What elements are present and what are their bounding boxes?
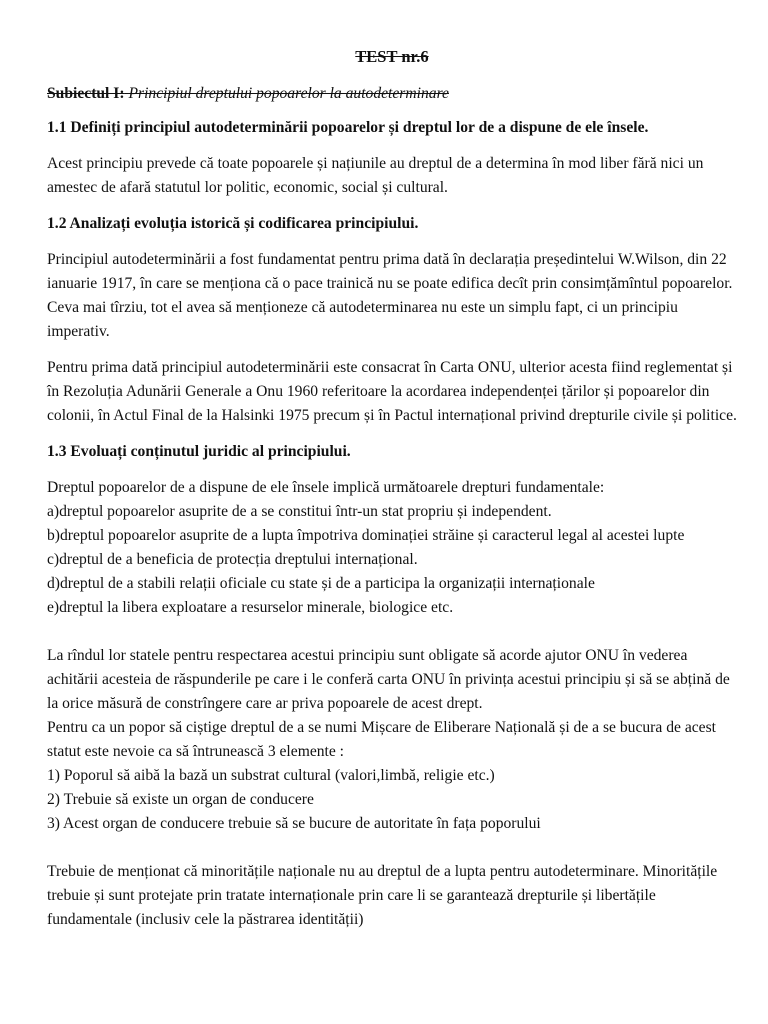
subject-line [47, 82, 737, 106]
minorities-paragraph: Trebuie de menționat că minoritățile naționale nu au dreptul de a lupta pentru autodeterminare. Minoritățile trebuie și sunt protejate prin tratate internaționale prin care li se garantează drepturile și libertățile fundamentale (inclusiv cele la păstrarea identității) [47, 863, 718, 928]
right-item-d: d)dreptul de a stabili relații oficiale cu state și de a participa la organizații internaționale [47, 575, 595, 592]
question-1-1-heading: 1.1 Definiți principiul autodeterminării popoarelor și dreptul lor de a dispune de ele însele. [47, 119, 649, 136]
question-1-1-answer: Acest principiu prevede că toate popoarele și națiunile au dreptul de a determina în mod liber fără nici un amestec de afară statutul lor politic, economic, social și cultural. [47, 155, 704, 196]
right-item-a: a)dreptul popoarelor asuprite de a se constitui într-un stat propriu și independent. [47, 503, 552, 520]
element-item-3: 3) Acest organ de conducere trebuie să se bucure de autoritate în fața poporului [47, 815, 541, 832]
element-item-1: 1) Poporul să aibă la bază un substrat cultural (valori,limbă, religie etc.) [47, 767, 495, 784]
question-1-2-heading: 1.2 Analizați evoluția istorică și codificarea principiului. [47, 215, 419, 232]
spacer [47, 620, 737, 632]
rights-intro: Dreptul popoarelor de a dispune de ele însele implică următoarele drepturi fundamentale: [47, 479, 605, 496]
question-1-2-paragraph-2: Pentru prima dată principiul autodeterminării este consacrat în Carta ONU, ulterior acesta fiind reglementat și în Rezoluția Adunării Generale a Onu 1960 referitoare la acordarea independenței țărilor și popoarelor din colonii, în Actul Final de la Halsinki 1975 precum și în Pactul internațional privind drepturile civile și politice. [47, 359, 737, 424]
document-title: TEST nr.6 [355, 47, 429, 66]
subject-label: Subiectul I: [47, 85, 125, 102]
spacer [47, 632, 737, 644]
movement-paragraph: Pentru ca un popor să ciștige dreptul de a se numi Mișcare de Eliberare Națională și de a se bucura de acest statut este nevoie ca să întrunească 3 elemente : [47, 719, 716, 760]
spacer [47, 836, 737, 848]
question-1-3-heading: 1.3 Evoluați conținutul juridic al principiului. [47, 443, 351, 460]
right-item-b: b)dreptul popoarelor asuprite de a lupta împotriva dominației străine și caracterul legal al acestei lupte [47, 527, 685, 544]
document-page [47, 44, 737, 932]
states-paragraph: La rîndul lor statele pentru respectarea acestui principiu sunt obligate să acorde ajutor ONU în vederea achitării acesteia de răspunderile pe care i le conferă carta ONU în privința acestui principiu și să se abțină de la orice măsură de constrîngere care ar priva popoarele de acest drept. [47, 647, 730, 712]
subject-title: Principiul dreptului popoarelor la autodeterminare [128, 85, 449, 102]
question-1-2-paragraph-1: Principiul autodeterminării a fost fundamentat pentru prima dată în declarația președintelui W.Wilson, din 22 ianuarie 1917, în care se menționa că o pace trainică nu se poate edifica decît prin consimțămîntul popoarelor. Ceva mai tîrziu, tot el avea să menționeze că autodeterminarea nu este un simplu fapt, ci un principiu imperativ. [47, 251, 733, 340]
rights-list [47, 476, 737, 620]
element-item-2: 2) Trebuie să existe un organ de conducere [47, 791, 314, 808]
right-item-e: e)dreptul la libera exploatare a resurselor minerale, biologice etc. [47, 599, 454, 616]
right-item-c: c)dreptul de a beneficia de protecția dreptului internațional. [47, 551, 418, 568]
spacer [47, 848, 737, 860]
elements-list [47, 764, 737, 836]
